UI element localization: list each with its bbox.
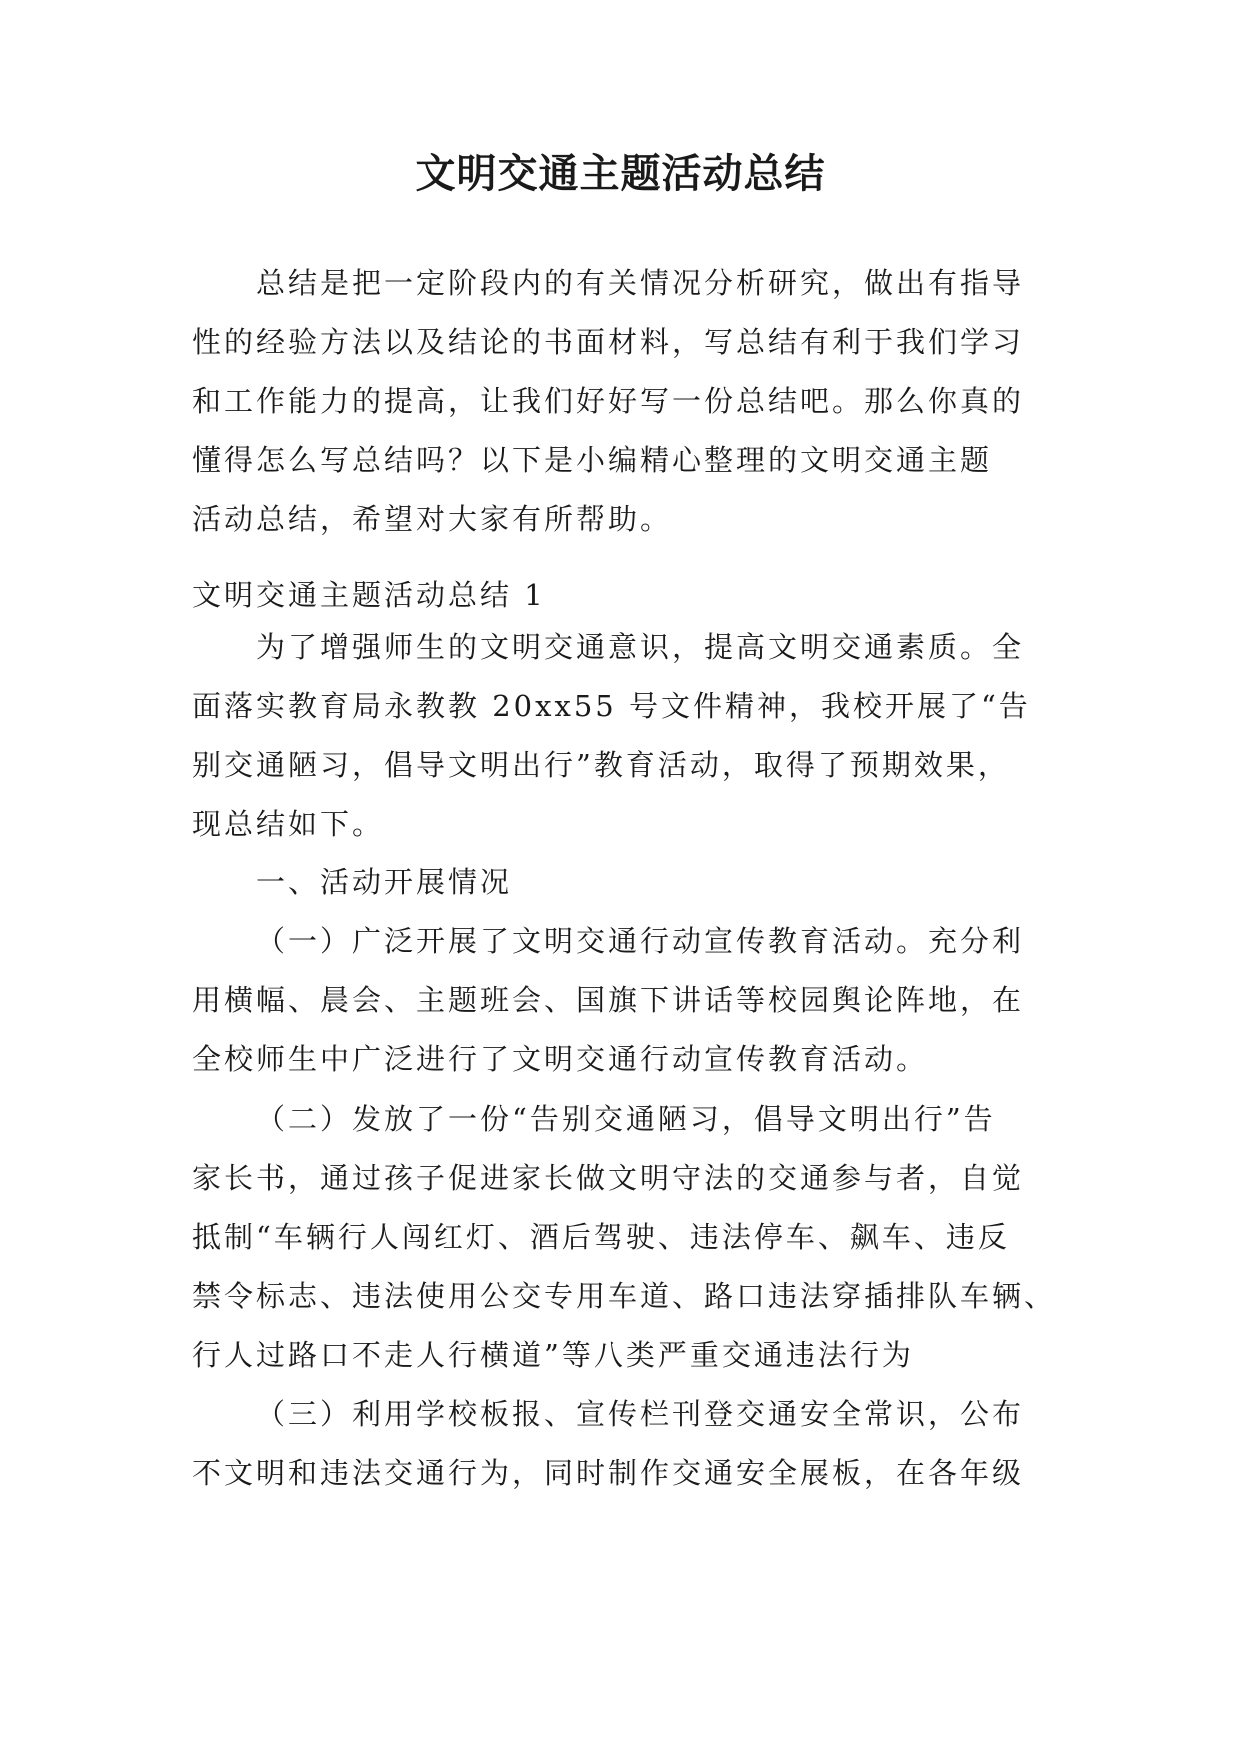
text-line: 懂得怎么写总结吗？以下是小编精心整理的文明交通主题 xyxy=(192,443,993,477)
text-line: 全校师生中广泛进行了文明交通行动宣传教育活动。 xyxy=(192,1042,929,1076)
text-line: 性的经验方法以及结论的书面材料，写总结有利于我们学习 xyxy=(192,325,1025,359)
text-line: （三）利用学校板报、宣传栏刊登交通安全常识，公布 xyxy=(256,1397,1025,1431)
subheading-text: 一、活动开展情况 xyxy=(256,865,513,899)
paragraph-1 xyxy=(192,618,1052,854)
text-line: 面落实教育局永教教 20xx55 号文件精神，我校开展了“告 xyxy=(192,689,1031,723)
document-title: 文明交通主题活动总结 xyxy=(415,151,826,197)
section-heading xyxy=(192,566,1052,625)
text-line: 现总结如下。 xyxy=(192,807,385,841)
text-line: 总结是把一定阶段内的有关情况分析研究，做出有指导 xyxy=(256,266,1025,300)
text-line: 和工作能力的提高，让我们好好写一份总结吧。那么你真的 xyxy=(192,384,1025,418)
text-line: 用横幅、晨会、主题班会、国旗下讲话等校园舆论阵地，在 xyxy=(192,983,1025,1017)
text-line: 抵制“车辆行人闯红灯、酒后驾驶、违法停车、飙车、违反 xyxy=(192,1220,1010,1254)
text-line: （二）发放了一份“告别交通陋习，倡导文明出行”告 xyxy=(256,1102,996,1136)
heading-1 xyxy=(192,853,1052,912)
text-line: 行人过路口不走人行横道”等八类严重交通违法行为 xyxy=(192,1338,914,1372)
item-1 xyxy=(192,912,1052,1089)
text-line: 禁令标志、违法使用公交专用车道、路口违法穿插排队车辆、 xyxy=(192,1279,1057,1313)
section-heading-text: 文明交通主题活动总结 1 xyxy=(192,578,546,612)
item-3 xyxy=(192,1385,1052,1503)
text-line: 为了增强师生的文明交通意识，提高文明交通素质。全 xyxy=(256,630,1025,664)
text-line: 别交通陋习，倡导文明出行”教育活动，取得了预期效果， xyxy=(192,748,1010,782)
text-line: 家长书，通过孩子促进家长做文明守法的交通参与者，自觉 xyxy=(192,1161,1025,1195)
item-2 xyxy=(192,1090,1057,1385)
intro-paragraph xyxy=(192,254,1052,549)
text-line: 不文明和违法交通行为，同时制作交通安全展板，在各年级 xyxy=(192,1456,1025,1490)
text-line: （一）广泛开展了文明交通行动宣传教育活动。充分利 xyxy=(256,924,1025,958)
text-line: 活动总结，希望对大家有所帮助。 xyxy=(192,502,673,536)
